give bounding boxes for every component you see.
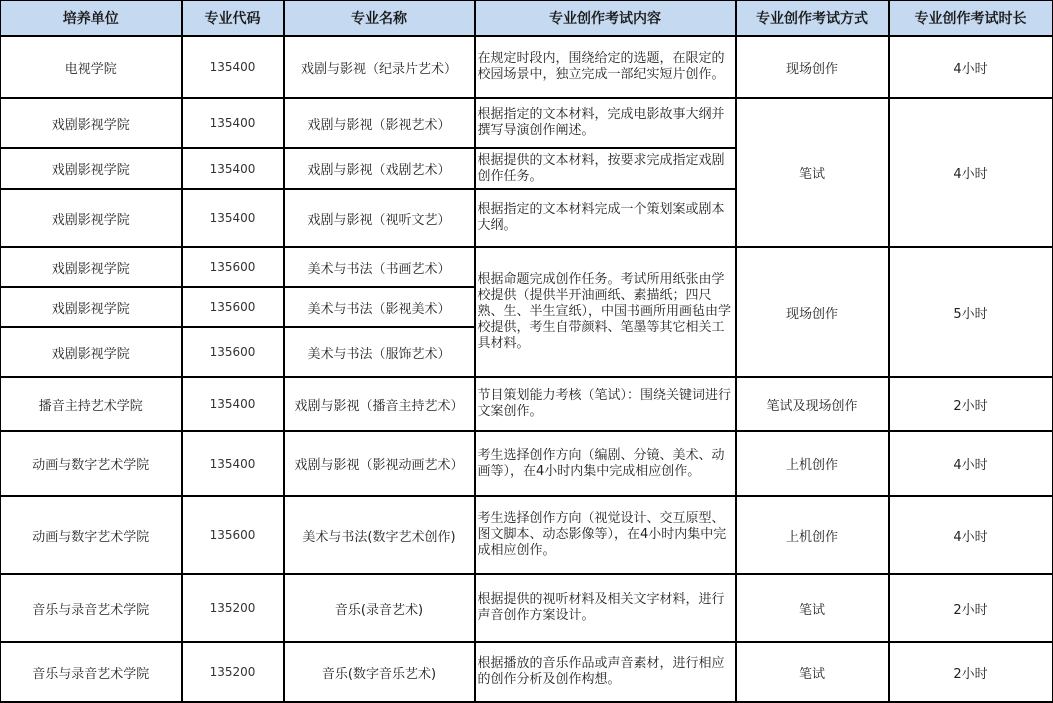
major-cell: 美术与书法（影视美术） xyxy=(284,287,475,327)
code-cell: 135400 xyxy=(182,98,284,148)
duration-cell: 2小时 xyxy=(889,377,1053,431)
duration-cell: 4小时 xyxy=(889,36,1053,98)
code-cell: 135600 xyxy=(182,496,284,574)
content-cell: 根据提供的文本材料，按要求完成指定戏剧创作任务。 xyxy=(475,148,736,189)
duration-cell: 5小时 xyxy=(889,247,1053,377)
unit-cell: 动画与数字艺术学院 xyxy=(1,431,182,496)
code-cell: 135600 xyxy=(182,287,284,327)
major-cell: 戏剧与影视（视听文艺） xyxy=(284,189,475,247)
table-row xyxy=(1,496,1053,574)
major-cell: 戏剧与影视（影视艺术） xyxy=(284,98,475,148)
method-cell: 笔试 xyxy=(736,574,889,642)
table-row xyxy=(1,642,1053,702)
content-cell: 节目策划能力考核（笔试）：围绕关键词进行文案创作。 xyxy=(475,377,736,431)
unit-cell: 音乐与录音艺术学院 xyxy=(1,642,182,702)
unit-cell: 电视学院 xyxy=(1,36,182,98)
content-cell: 根据指定的文本材料完成一个策划案或剧本大纲。 xyxy=(475,189,736,247)
unit-cell: 戏剧影视学院 xyxy=(1,148,182,189)
duration-cell: 2小时 xyxy=(889,642,1053,702)
major-cell: 美术与书法（服饰艺术） xyxy=(284,327,475,377)
header-duration: 专业创作考试时长 xyxy=(889,1,1053,37)
code-cell: 135400 xyxy=(182,36,284,98)
table-row xyxy=(1,247,1053,287)
method-cell: 上机创作 xyxy=(736,431,889,496)
header-method: 专业创作考试方式 xyxy=(736,1,889,37)
code-cell: 135400 xyxy=(182,377,284,431)
unit-cell: 戏剧影视学院 xyxy=(1,189,182,247)
code-cell: 135200 xyxy=(182,642,284,702)
code-cell: 135600 xyxy=(182,327,284,377)
code-cell: 135400 xyxy=(182,189,284,247)
method-cell: 现场创作 xyxy=(736,36,889,98)
major-cell: 音乐(数字音乐艺术) xyxy=(284,642,475,702)
major-cell: 戏剧与影视（播音主持艺术） xyxy=(284,377,475,431)
duration-cell: 4小时 xyxy=(889,496,1053,574)
content-cell: 在规定时段内，围绕给定的选题，在限定的校园场景中，独立完成一部纪实短片创作。 xyxy=(475,36,736,98)
unit-cell: 播音主持艺术学院 xyxy=(1,377,182,431)
content-cell: 考生选择创作方向（视觉设计、交互原型、图文脚本、动态影像等），在4小时内集中完成相应创作。 xyxy=(475,496,736,574)
unit-cell: 戏剧影视学院 xyxy=(1,287,182,327)
code-cell: 135600 xyxy=(182,247,284,287)
content-cell: 根据提供的视听材料及相关文字材料，进行声音创作方案设计。 xyxy=(475,574,736,642)
method-cell: 笔试 xyxy=(736,642,889,702)
method-cell: 笔试及现场创作 xyxy=(736,377,889,431)
duration-cell: 4小时 xyxy=(889,98,1053,247)
unit-cell: 戏剧影视学院 xyxy=(1,247,182,287)
method-cell: 上机创作 xyxy=(736,496,889,574)
header-row xyxy=(1,1,1053,37)
unit-cell: 动画与数字艺术学院 xyxy=(1,496,182,574)
duration-cell: 2小时 xyxy=(889,574,1053,642)
table-row xyxy=(1,431,1053,496)
major-cell: 戏剧与影视（影视动画艺术） xyxy=(284,431,475,496)
table-row xyxy=(1,36,1053,98)
duration-cell: 4小时 xyxy=(889,431,1053,496)
unit-cell: 戏剧影视学院 xyxy=(1,98,182,148)
content-cell: 根据命题完成创作任务。考试所用纸张由学校提供（提供半开油画纸、素描纸；四尺熟、生、半生宣纸），中国书画所用画毡由学校提供，考生自带颜料、笔墨等其它相关工具材料。 xyxy=(475,247,736,377)
major-cell: 音乐(录音艺术) xyxy=(284,574,475,642)
table-row xyxy=(1,574,1053,642)
table-row xyxy=(1,98,1053,148)
content-cell: 根据播放的音乐作品或声音素材，进行相应的创作分析及创作构想。 xyxy=(475,642,736,702)
code-cell: 135400 xyxy=(182,431,284,496)
major-cell: 戏剧与影视（戏剧艺术） xyxy=(284,148,475,189)
header-major: 专业名称 xyxy=(284,1,475,37)
unit-cell: 音乐与录音艺术学院 xyxy=(1,574,182,642)
content-cell: 根据指定的文本材料，完成电影故事大纲并撰写导演创作阐述。 xyxy=(475,98,736,148)
header-unit: 培养单位 xyxy=(1,1,182,37)
content-cell: 考生选择创作方向（编剧、分镜、美术、动画等），在4小时内集中完成相应创作。 xyxy=(475,431,736,496)
major-cell: 戏剧与影视（纪录片艺术） xyxy=(284,36,475,98)
code-cell: 135400 xyxy=(182,148,284,189)
method-cell: 现场创作 xyxy=(736,247,889,377)
table-row xyxy=(1,377,1053,431)
unit-cell: 戏剧影视学院 xyxy=(1,327,182,377)
header-content: 专业创作考试内容 xyxy=(475,1,736,37)
method-cell: 笔试 xyxy=(736,98,889,247)
major-cell: 美术与书法（书画艺术） xyxy=(284,247,475,287)
major-cell: 美术与书法(数字艺术创作) xyxy=(284,496,475,574)
code-cell: 135200 xyxy=(182,574,284,642)
header-code: 专业代码 xyxy=(182,1,284,37)
